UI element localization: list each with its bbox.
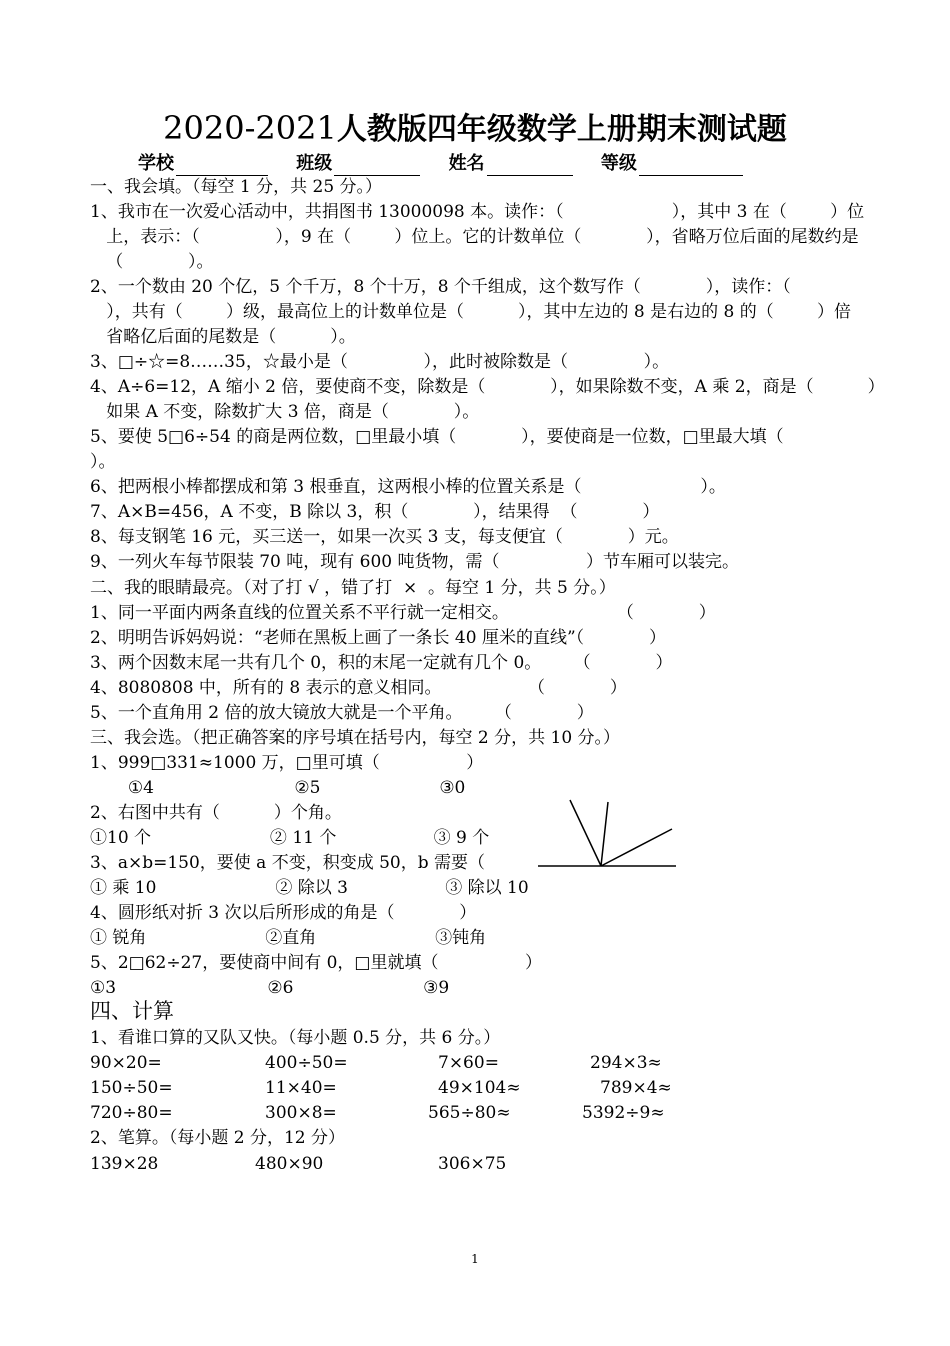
- options-line: ①3 ②6 ③9: [90, 978, 450, 998]
- question-line: 3、a×b=150，要使 a 不变，积变成 50，b 需要（: [90, 853, 486, 873]
- question-line: 7、A×B=456，A 不变，B 除以 3，积（ ），结果得 （ ）: [90, 502, 660, 522]
- question-line: 1、我市在一次爱心活动中，共捐图书 13000098 本。读作：（ ），其中 3 在（ ）位: [90, 202, 865, 222]
- question-line: ），共有（ ）级，最高位上的计数单位是（ ），其中左边的 8 是右边的 8 的（ ）倍: [90, 302, 851, 322]
- oral-problem: 49×104≈: [438, 1078, 521, 1098]
- question-line: 省略亿后面的尾数是（ ）。: [90, 327, 356, 347]
- written-calc-title: 2、笔算。（每小题 2 分，12 分）: [90, 1128, 345, 1148]
- section-1-heading: 一、我会填。（每空 1 分，共 25 分。）: [90, 177, 383, 197]
- oral-problem: 300×8=: [265, 1103, 337, 1123]
- title-year: 2020-2021: [163, 109, 337, 147]
- question-line: 9、一列火车每节限装 70 吨，现有 600 吨货物，需（ ）节车厢可以装完。: [90, 552, 739, 572]
- oral-problem: 150÷50=: [90, 1078, 173, 1098]
- oral-calc-title: 1、看谁口算的又队又快。（每小题 0.5 分，共 6 分。）: [90, 1028, 501, 1048]
- oral-problem: 565÷80≈: [428, 1103, 511, 1123]
- section-4-heading: 四、计算: [90, 999, 174, 1023]
- oral-problem: 720÷80=: [90, 1103, 173, 1123]
- question-line: （ ）。: [90, 252, 214, 272]
- oral-problem: 789×4≈: [600, 1078, 672, 1098]
- oral-problem: 294×3≈: [590, 1053, 662, 1073]
- student-info-row: [138, 152, 765, 176]
- question-line: 8、每支钢笔 16 元，买三送一，如果一次买 3 支，每支便宜（ ）元。: [90, 527, 679, 547]
- options-line: ① 乘 10 ② 除以 3 ③ 除以 10: [90, 878, 529, 898]
- question-line: 6、把两根小棒都摆成和第 3 根垂直，这两根小棒的位置关系是（ ）。: [90, 477, 726, 497]
- question-line: 2、右图中共有（ ）个角。: [90, 803, 342, 823]
- written-problem: 139×28: [90, 1154, 159, 1174]
- oral-problem: 7×60=: [438, 1053, 499, 1073]
- school-blank[interactable]: [176, 155, 268, 176]
- question-line: ）。: [90, 452, 116, 472]
- written-problem: 306×75: [438, 1154, 507, 1174]
- oral-problem: 90×20=: [90, 1053, 162, 1073]
- question-line: 5、2□62÷27，要使商中间有 0，□里就填（ ）: [90, 953, 542, 973]
- question-line: 4、A÷6=12，A 缩小 2 倍，要使商不变，除数是（ ），如果除数不变，A 乘 2，商是（ ）: [90, 377, 885, 397]
- oral-problem: 11×40=: [265, 1078, 337, 1098]
- options-line: ①10 个 ② 11 个 ③ 9 个: [90, 828, 490, 848]
- name-label: 姓名: [448, 153, 485, 174]
- question-line: 如果 A 不变，除数扩大 3 倍，商是（ ）。: [90, 402, 480, 422]
- question-line: 2、明明告诉妈妈说：“老师在黑板上画了一条长 40 厘米的直线”（ ）: [90, 628, 666, 648]
- school-label: 学校: [138, 153, 174, 174]
- section-3-heading: 三、我会选。（把正确答案的序号填在括号内，每空 2 分，共 10 分。）: [90, 728, 621, 748]
- oral-problem: 5392÷9≈: [582, 1103, 665, 1123]
- angle-figure: [533, 790, 683, 870]
- title-name: 人教版四年级数学上册期末测试题: [336, 112, 787, 147]
- question-line: 4、8080808 中，所有的 8 表示的意义相同。 （ ）: [90, 678, 627, 698]
- question-line: 3、□÷☆=8……35，☆最小是（ ），此时被除数是（ ）。: [90, 352, 670, 372]
- question-line: 上，表示：（ ），9 在（ ）位上。它的计数单位（ ），省略万位后面的尾数约是: [90, 227, 859, 247]
- page-number: 1: [471, 1252, 479, 1266]
- question-line: 2、一个数由 20 个亿，5 个千万，8 个十万，8 个千组成，这个数写作（ ），读作：（: [90, 277, 791, 297]
- question-line: 1、同一平面内两条直线的位置关系不平行就一定相交。 （ ）: [90, 603, 716, 623]
- page-title: [0, 108, 950, 150]
- written-problem: 480×90: [255, 1154, 324, 1174]
- section-2-heading: 二、我的眼睛最亮。（对了打 √ ，错了打 × 。每空 1 分，共 5 分。）: [90, 578, 616, 598]
- class-label: 班级: [296, 153, 333, 174]
- question-line: 3、两个因数末尾一共有几个 0，积的末尾一定就有几个 0。 （ ）: [90, 653, 673, 673]
- options-line: ①4 ②5 ③0: [90, 778, 466, 798]
- name-blank[interactable]: [487, 155, 573, 176]
- options-line: ① 锐角 ②直角 ③钝角: [90, 928, 487, 948]
- question-line: 4、圆形纸对折 3 次以后所形成的角是（ ）: [90, 903, 477, 923]
- question-line: 5、要使 5□6÷54 的商是两位数，□里最小填（ ），要使商是一位数，□里最大填（: [90, 427, 784, 447]
- grade-blank[interactable]: [639, 155, 743, 176]
- question-line: 1、999□331≈1000 万，□里可填（ ）: [90, 753, 484, 773]
- class-blank[interactable]: [334, 155, 420, 176]
- question-line: 5、一个直角用 2 倍的放大镜放大就是一个平角。 （ ）: [90, 703, 594, 723]
- grade-label: 等级: [600, 153, 637, 174]
- oral-problem: 400÷50=: [265, 1053, 348, 1073]
